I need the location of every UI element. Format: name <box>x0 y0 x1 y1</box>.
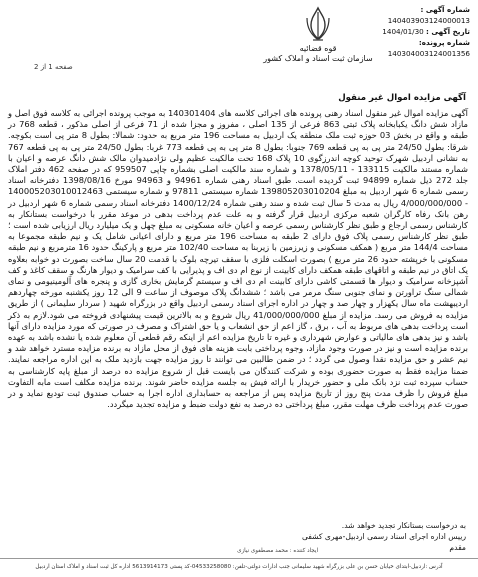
org-name-primary: قوه قضائیه <box>299 44 337 53</box>
creator-note: ایجاد کننده : محمد مصطفوی نیازی <box>237 548 318 554</box>
ad-metadata <box>374 4 470 59</box>
document-body <box>8 108 468 410</box>
document-title: آگهی مزایده اموال غیر منقول <box>338 93 466 103</box>
ad-number: 140403903124000013 <box>387 16 470 25</box>
judiciary-emblem <box>258 6 378 78</box>
ad-number-row <box>374 4 470 26</box>
ad-date-label: تاریخ آگهی : <box>426 27 470 36</box>
ad-date-row <box>374 26 470 37</box>
footer-address: آدرس :اردبیل-ابتدای خیابان حسن بن علی بزرگراه شهید سلیمانی جنب ادارات دولتی-تلفن: 04533258080-کد پستی 5613914173 اداره کل ثبت اسناد و املاک استان اردبیل <box>0 558 478 577</box>
case-number-row <box>374 37 470 59</box>
iran-emblem-icon <box>301 6 335 42</box>
signatory-line2: مقدم <box>449 543 466 552</box>
case-number: 140304003124001356 <box>387 49 470 58</box>
case-number-label: شماره پرونده: <box>418 38 470 47</box>
org-name-secondary: سازمان ثبت اسناد و املاک کشور <box>263 54 373 63</box>
ad-date: 1404/01/30 <box>382 27 424 36</box>
signatory-line1: رییس اداره اجرای اسناد رسمی اردبیل-مهری کشفی <box>301 532 466 541</box>
ad-number-label: شماره آگهی : <box>420 5 470 14</box>
page-indicator: صفحه 1 از 2 <box>34 63 73 71</box>
closing-line: به درخواست بستانکار تجدید خواهد شد. <box>341 521 466 530</box>
body-text: آگهی مزایده اموال غیر منقول اسناد رهنی پرونده های اجرائی کلاسه های 140301404 به موجب پرونده اجرائی به کلاسه فوق اصل و مازاد شش دانگ یکبابخانه پلاک ثبتی 863 فرعی از 135 اصلی ، مفروز و مجزا شده از 71 فرعی از اصلی مذکور ، قطعه 768 در طبقه و واقع در بخش 03 حوزه ثبت ملک منطقه یک اردبیل به مساحت 196 متر مربع به حدود: شمالا: بطول 8 متر پی است بکوچه. شرقا: بطول 24/50 متر پی به پی قطعه 769 جنوبا: بطول 8 متر پی به پی قطعه 773 غربا: بطول 24/50 متر پی به پی قطعه 767 به نشانی اردبیل شهرک توحید کوچه اندرزگوی 10 پلاک 168 تحت مالکیت عظیم ولی نژادمیدوان مالک شش دانگ عرصه و اعیان با شماره مستند مالکیت 133115 - 1378/05/11 و شماره سند مالکیت اصلی بشماره چاپی 959507 که در صفحه 462 دفتر املاک جلد 272 ذیل شماره 94899 ثبت گردیده است. طبق اسناد رهنی شماره 94961 و 94963 مورخ 1398/08/16 دفترخانه اسناد رسمی شماره 6 شهر اردبیل به مبلغ 139805203010204 شماره سیستمی 97811 و شماره سیستمی 140005203010012463 - 4/000/000/000 ریال به مدت 5 سال ثبت شده و سند رهنی شماره 1400/12/24 دفترخانه اسناد رسمی شماره 6 شهر اردبیل در رهن بانک رفاه کارگران شعبه مرکزی اردبیل قرار گرفته و به علت عدم پرداخت بدهی در موعد مقرر با درخواست بستانکار به کارشناس رسمی ارجاع و طبق نظر کارشناس رسمی عرصه و اعیان خانه مسکونی به مبلغ چهل و یک میلیارد ریال ارزیابی شده است ؛ طبق نظر کارشناس رسمی پلاک فوق دارای 2 طبقه به مساحت 196 متر مربع و دارای اعیانی شامل یک و نیم طبقه مجموعا به مساحت 144/4 متر مربع ( همکف مسکونی و زیرزمین با زیربنا به مساحت 102/40 متر مربع و پارکینگ حدود 16 مترمربع و نیم طبقه مسکونی با خرپشته حدود 26 متر مربع ) بصورت اسکلت فلزی با سقف تیرچه بلوک با قدمت 20 سال ساخت بصورت دو خوابه بعلاوه یک اتاق در نیم طبقه و اتاقهای طبقه همکف دارای کابینت از نوع ام دی اف و پذیرایی با کف سرامیک و دیوار هارنگ و سقف کاغذ و کف آشپزخانه سرامیک و دیوار ها قسمتی کاشی دارای کابینت ام دی اف و سیستم گرمایش بخاری گازی و پنجره های آلومینیومی و نمای شمالی سنگ تراورتن و نمای جنوبی سنگ مرمر می باشد ؛ ششدانگ پلاک موصوف از ساعت 9 الی 12 روز یکشنبه مورخه چهاردهم اردیبهشت ماه سال یکهزار و چهار صد و چهار در اداره اجرای اسناد رسمی اردبیل واقع در بزرگراه شهید ( سردار سلیمانی ) از طریق مزایده به فروش می رسد. مزایده از مبلغ 41/000/000/000 ریال شروع و به بالاترین قیمت پیشنهادی فروخته می شود.لازم به ذکر است پرداخت بدهی های مربوط به آب ، برق ، گاز اعم از حق انشعاب و یا حق اشتراک و مصرف در صورتی که مورد مزایده دارای آنها باشد و نیز بدهی های مالیاتی و عوارض شهرداری و غیره تا تاریخ مزایده اعم از اینکه رقم قطعی آن معلوم شده یا نشده باشد به عهده برنده مزایده است و نیز در صورت وجود مازاد، وجوه پرداختی بابت هزینه های فوق از محل مازاد به برنده مزایده مسترد خواهد شد و نیم عشر و حق مزایده نقدا وصول می گردد ؛ در ضمن طالبین می توانند تا روز مزایده جهت بازدید ملک به این اداره مراجعه نمایند. ضمنا مزایده فقط به صورت حضوری بوده و شرکت کنندگان می بایست قبل از شروع مزایده ده درصد از مبلغ پایه کارشناسی به حساب سپرده ثبت نزد بانک ملی و حضور خریدار با ارائه فیش به جلسه مزایده حاضر شوند. برنده مزایده مکلف است مابه التفاوت مبلغ فروش را ظرف مدت پنج روز از تاریخ مزایده پس از مراجعه به حسابداری اداره اجرا به حساب صندوق ثبت تودیع نماید و در صورت عدم پرداخت ظرف مهلت مقرر، مبلغ پرداختی ده درصد به نفع دولت ضبط و مزایده تجدید میگردد. <box>8 108 469 410</box>
